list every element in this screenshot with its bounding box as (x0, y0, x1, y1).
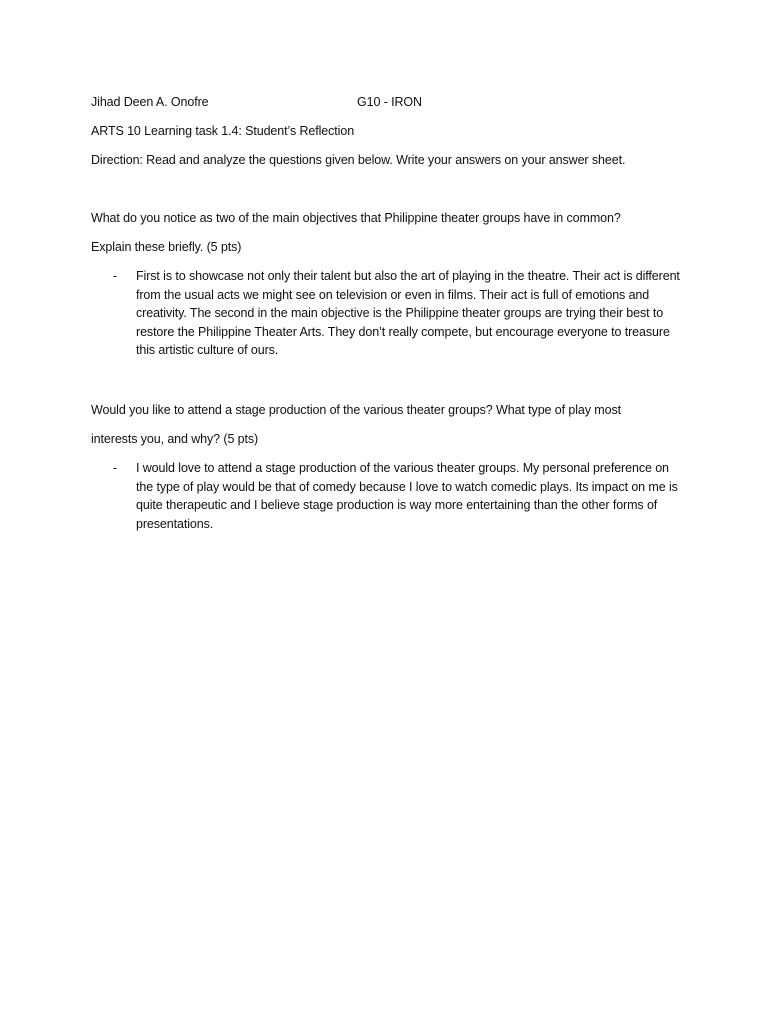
answer-1 (91, 267, 691, 362)
answer-2-text: I would love to attend a stage production of the various theater groups. My personal preference on the type of play would be that of comedy because I love to watch comedic plays. Its impact on me is quite therapeutic and I believe stage production is way more entertaining than the other forms of presentations. (136, 461, 678, 531)
student-name-line (91, 95, 422, 110)
task-title: ARTS 10 Learning task 1.4: Student’s Reflection (91, 124, 355, 138)
answer-1-text: First is to showcase not only their talent but also the art of playing in the theatre. Their act is different from the usual acts we might see on television or even in films. Their act is full of emotions and creativity. The second in the main objective is the Philippine theater groups are trying their best to restore the Philippine Theater Arts. They don’t really compete, but encourage everyone to treasure this artistic culture of ours. (136, 269, 680, 358)
direction-text: Direction: Read and analyze the questions given below. Write your answers on your answer sheet. (91, 153, 626, 167)
student-name: Jihad Deen A. Onofre (91, 95, 209, 109)
question-2-line-1: Would you like to attend a stage production of the various theater groups? What type of play most (91, 403, 621, 417)
answer-2-bullet: - (113, 461, 118, 475)
question-1-line-1: What do you notice as two of the main objectives that Philippine theater groups have in common? (91, 211, 621, 225)
question-2-line-2: interests you, and why? (5 pts) (91, 432, 259, 446)
student-section: G10 - IRON (357, 95, 422, 109)
answer-1-bullet: - (113, 269, 118, 283)
question-1-line-2: Explain these briefly. (5 pts) (91, 240, 242, 254)
answer-2 (91, 459, 691, 539)
